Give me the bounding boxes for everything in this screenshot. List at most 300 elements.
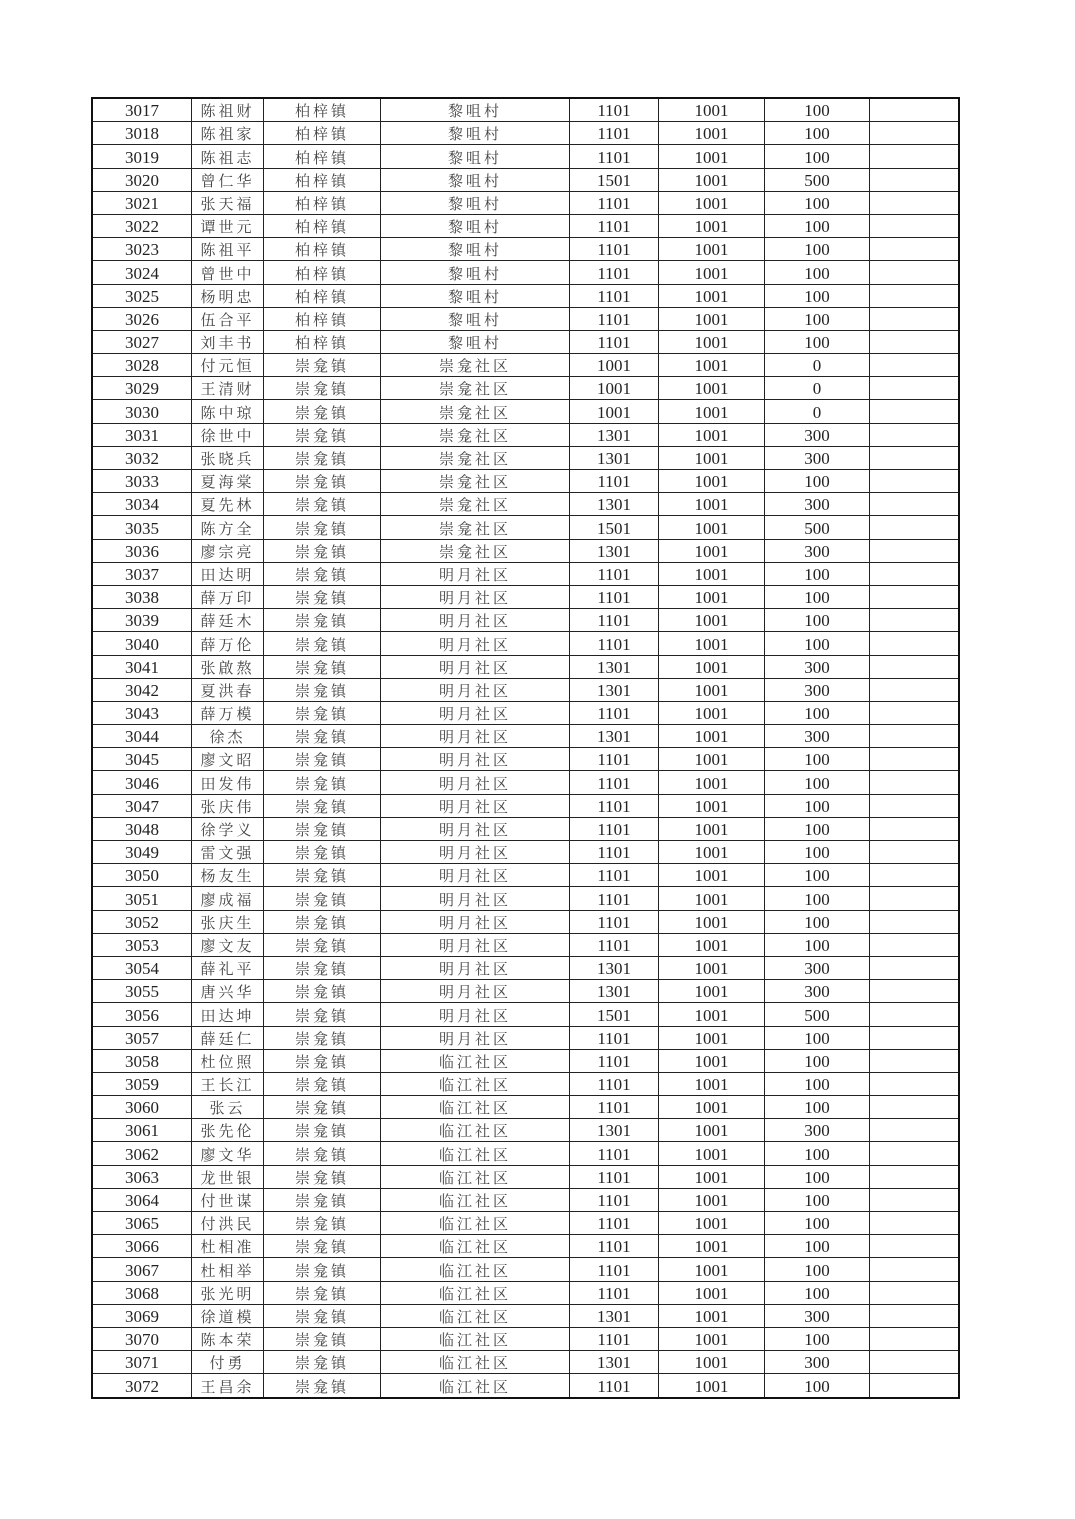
cell-amount: 0 <box>765 354 870 377</box>
table-row <box>92 701 959 724</box>
cell-name: 张云 <box>192 1096 264 1119</box>
cell-amount: 100 <box>765 214 870 237</box>
table-row <box>92 748 959 771</box>
cell-serial-number: 3038 <box>92 585 192 608</box>
cell-village: 崇龛社区 <box>381 354 570 377</box>
cell-code-2: 1001 <box>659 214 765 237</box>
cell-village: 临江社区 <box>381 1258 570 1281</box>
cell-serial-number: 3064 <box>92 1188 192 1211</box>
cell-name: 王长江 <box>192 1072 264 1095</box>
cell-town: 崇龛镇 <box>264 585 381 608</box>
cell-serial-number: 3059 <box>92 1072 192 1095</box>
cell-town: 崇龛镇 <box>264 1072 381 1095</box>
cell-name: 杨明忠 <box>192 284 264 307</box>
cell-name: 杜相准 <box>192 1235 264 1258</box>
cell-town: 柏梓镇 <box>264 261 381 284</box>
cell-name: 薛万印 <box>192 585 264 608</box>
cell-town: 柏梓镇 <box>264 191 381 214</box>
cell-village: 明月社区 <box>381 725 570 748</box>
cell-serial-number: 3042 <box>92 678 192 701</box>
cell-serial-number: 3017 <box>92 98 192 122</box>
cell-code-1: 1301 <box>570 493 659 516</box>
cell-serial-number: 3035 <box>92 516 192 539</box>
cell-village: 黎咀村 <box>381 330 570 353</box>
cell-name: 徐世中 <box>192 423 264 446</box>
cell-code-2: 1001 <box>659 1258 765 1281</box>
cell-serial-number: 3025 <box>92 284 192 307</box>
cell-name: 薛万模 <box>192 701 264 724</box>
cell-amount: 100 <box>765 701 870 724</box>
cell-name: 夏海棠 <box>192 470 264 493</box>
cell-town: 崇龛镇 <box>264 1188 381 1211</box>
cell-code-2: 1001 <box>659 122 765 145</box>
cell-town: 崇龛镇 <box>264 1026 381 1049</box>
cell-name: 付元恒 <box>192 354 264 377</box>
cell-serial-number: 3044 <box>92 725 192 748</box>
cell-code-1: 1101 <box>570 98 659 122</box>
cell-note <box>870 980 960 1003</box>
cell-serial-number: 3034 <box>92 493 192 516</box>
cell-name: 曾世中 <box>192 261 264 284</box>
table-row <box>92 1327 959 1350</box>
cell-amount: 100 <box>765 1026 870 1049</box>
cell-name: 廖成福 <box>192 887 264 910</box>
cell-name: 陈祖平 <box>192 238 264 261</box>
table-row <box>92 956 959 979</box>
cell-amount: 100 <box>765 632 870 655</box>
cell-village: 明月社区 <box>381 655 570 678</box>
cell-code-1: 1101 <box>570 191 659 214</box>
cell-code-1: 1101 <box>570 933 659 956</box>
table-row <box>92 1003 959 1026</box>
table-row <box>92 933 959 956</box>
cell-serial-number: 3054 <box>92 956 192 979</box>
cell-name: 杜相举 <box>192 1258 264 1281</box>
cell-note <box>870 238 960 261</box>
cell-serial-number: 3065 <box>92 1212 192 1235</box>
cell-name: 谭世元 <box>192 214 264 237</box>
cell-amount: 100 <box>765 562 870 585</box>
cell-amount: 300 <box>765 725 870 748</box>
cell-town: 崇龛镇 <box>264 1165 381 1188</box>
cell-amount: 300 <box>765 539 870 562</box>
cell-note <box>870 725 960 748</box>
cell-town: 柏梓镇 <box>264 284 381 307</box>
cell-town: 柏梓镇 <box>264 307 381 330</box>
cell-note <box>870 284 960 307</box>
cell-village: 明月社区 <box>381 956 570 979</box>
cell-note <box>870 910 960 933</box>
table-row <box>92 446 959 469</box>
table-row <box>92 307 959 330</box>
table-row <box>92 585 959 608</box>
cell-amount: 100 <box>765 1072 870 1095</box>
cell-town: 崇龛镇 <box>264 1374 381 1398</box>
cell-name: 夏先林 <box>192 493 264 516</box>
cell-serial-number: 3048 <box>92 817 192 840</box>
cell-serial-number: 3026 <box>92 307 192 330</box>
cell-code-2: 1001 <box>659 539 765 562</box>
table-row <box>92 1258 959 1281</box>
cell-code-1: 1101 <box>570 145 659 168</box>
cell-serial-number: 3023 <box>92 238 192 261</box>
cell-name: 唐兴华 <box>192 980 264 1003</box>
cell-code-2: 1001 <box>659 980 765 1003</box>
cell-name: 龙世银 <box>192 1165 264 1188</box>
cell-town: 崇龛镇 <box>264 400 381 423</box>
cell-name: 薛廷仁 <box>192 1026 264 1049</box>
cell-amount: 100 <box>765 1142 870 1165</box>
table-row <box>92 771 959 794</box>
cell-village: 明月社区 <box>381 841 570 864</box>
cell-serial-number: 3058 <box>92 1049 192 1072</box>
cell-village: 黎咀村 <box>381 145 570 168</box>
cell-note <box>870 1096 960 1119</box>
cell-town: 崇龛镇 <box>264 1327 381 1350</box>
cell-village: 明月社区 <box>381 632 570 655</box>
cell-town: 崇龛镇 <box>264 864 381 887</box>
cell-amount: 100 <box>765 191 870 214</box>
cell-serial-number: 3056 <box>92 1003 192 1026</box>
cell-note <box>870 145 960 168</box>
cell-serial-number: 3040 <box>92 632 192 655</box>
cell-village: 明月社区 <box>381 864 570 887</box>
cell-village: 临江社区 <box>381 1188 570 1211</box>
cell-serial-number: 3041 <box>92 655 192 678</box>
cell-note <box>870 1142 960 1165</box>
cell-code-1: 1101 <box>570 910 659 933</box>
cell-code-1: 1101 <box>570 701 659 724</box>
cell-name: 廖宗亮 <box>192 539 264 562</box>
cell-amount: 300 <box>765 980 870 1003</box>
cell-code-2: 1001 <box>659 1072 765 1095</box>
cell-town: 崇龛镇 <box>264 1096 381 1119</box>
table-row <box>92 1374 959 1398</box>
cell-note <box>870 423 960 446</box>
cell-code-1: 1101 <box>570 1026 659 1049</box>
cell-amount: 300 <box>765 1351 870 1374</box>
cell-serial-number: 3036 <box>92 539 192 562</box>
cell-code-2: 1001 <box>659 98 765 122</box>
table-row <box>92 423 959 446</box>
cell-note <box>870 1351 960 1374</box>
cell-serial-number: 3053 <box>92 933 192 956</box>
cell-village: 临江社区 <box>381 1304 570 1327</box>
cell-name: 张先伦 <box>192 1119 264 1142</box>
cell-serial-number: 3052 <box>92 910 192 933</box>
table-row <box>92 330 959 353</box>
cell-code-2: 1001 <box>659 933 765 956</box>
cell-amount: 100 <box>765 1235 870 1258</box>
cell-name: 伍合平 <box>192 307 264 330</box>
table-row <box>92 354 959 377</box>
cell-village: 黎咀村 <box>381 261 570 284</box>
cell-note <box>870 1235 960 1258</box>
cell-code-2: 1001 <box>659 655 765 678</box>
cell-town: 崇龛镇 <box>264 493 381 516</box>
cell-note <box>870 933 960 956</box>
cell-code-2: 1001 <box>659 910 765 933</box>
cell-town: 崇龛镇 <box>264 956 381 979</box>
table-row <box>92 539 959 562</box>
cell-town: 崇龛镇 <box>264 887 381 910</box>
cell-code-2: 1001 <box>659 191 765 214</box>
cell-village: 明月社区 <box>381 817 570 840</box>
cell-town: 崇龛镇 <box>264 748 381 771</box>
cell-name: 雷文强 <box>192 841 264 864</box>
cell-town: 崇龛镇 <box>264 632 381 655</box>
cell-code-1: 1101 <box>570 122 659 145</box>
cell-amount: 100 <box>765 1049 870 1072</box>
cell-amount: 100 <box>765 1327 870 1350</box>
cell-code-1: 1101 <box>570 1142 659 1165</box>
table-row <box>92 609 959 632</box>
cell-amount: 100 <box>765 817 870 840</box>
table-row <box>92 841 959 864</box>
cell-amount: 100 <box>765 98 870 122</box>
cell-code-1: 1101 <box>570 864 659 887</box>
cell-code-2: 1001 <box>659 1281 765 1304</box>
cell-town: 柏梓镇 <box>264 122 381 145</box>
cell-code-1: 1101 <box>570 817 659 840</box>
cell-village: 明月社区 <box>381 585 570 608</box>
cell-serial-number: 3051 <box>92 887 192 910</box>
cell-note <box>870 191 960 214</box>
cell-code-2: 1001 <box>659 1165 765 1188</box>
cell-name: 曾仁华 <box>192 168 264 191</box>
cell-note <box>870 1327 960 1350</box>
cell-code-2: 1001 <box>659 632 765 655</box>
cell-code-1: 1101 <box>570 1072 659 1095</box>
cell-serial-number: 3031 <box>92 423 192 446</box>
cell-code-2: 1001 <box>659 1049 765 1072</box>
cell-code-2: 1001 <box>659 168 765 191</box>
cell-code-1: 1301 <box>570 956 659 979</box>
cell-serial-number: 3032 <box>92 446 192 469</box>
cell-amount: 100 <box>765 1096 870 1119</box>
table-row <box>92 1304 959 1327</box>
table-row <box>92 817 959 840</box>
cell-village: 崇龛社区 <box>381 539 570 562</box>
cell-amount: 100 <box>765 145 870 168</box>
cell-town: 柏梓镇 <box>264 330 381 353</box>
cell-village: 明月社区 <box>381 980 570 1003</box>
cell-amount: 500 <box>765 168 870 191</box>
cell-town: 崇龛镇 <box>264 446 381 469</box>
cell-code-2: 1001 <box>659 446 765 469</box>
cell-note <box>870 1212 960 1235</box>
cell-name: 陈中琼 <box>192 400 264 423</box>
cell-code-2: 1001 <box>659 864 765 887</box>
table-row <box>92 562 959 585</box>
cell-code-2: 1001 <box>659 1003 765 1026</box>
cell-note <box>870 771 960 794</box>
table-body <box>92 98 959 1398</box>
cell-serial-number: 3033 <box>92 470 192 493</box>
cell-amount: 500 <box>765 516 870 539</box>
cell-note <box>870 516 960 539</box>
cell-serial-number: 3049 <box>92 841 192 864</box>
cell-town: 崇龛镇 <box>264 562 381 585</box>
cell-code-2: 1001 <box>659 261 765 284</box>
cell-code-2: 1001 <box>659 1235 765 1258</box>
table-row <box>92 98 959 122</box>
cell-code-2: 1001 <box>659 400 765 423</box>
cell-amount: 300 <box>765 655 870 678</box>
cell-name: 薛廷木 <box>192 609 264 632</box>
cell-town: 崇龛镇 <box>264 470 381 493</box>
cell-town: 崇龛镇 <box>264 539 381 562</box>
cell-amount: 100 <box>765 887 870 910</box>
cell-note <box>870 1374 960 1398</box>
cell-town: 崇龛镇 <box>264 1003 381 1026</box>
table-row <box>92 191 959 214</box>
cell-code-1: 1101 <box>570 1235 659 1258</box>
cell-code-1: 1101 <box>570 1327 659 1350</box>
cell-note <box>870 539 960 562</box>
table-row <box>92 864 959 887</box>
cell-serial-number: 3057 <box>92 1026 192 1049</box>
cell-code-1: 1101 <box>570 238 659 261</box>
table-row <box>92 1281 959 1304</box>
cell-code-2: 1001 <box>659 1327 765 1350</box>
cell-note <box>870 307 960 330</box>
cell-code-1: 1301 <box>570 539 659 562</box>
cell-amount: 100 <box>765 307 870 330</box>
cell-town: 柏梓镇 <box>264 145 381 168</box>
cell-code-1: 1101 <box>570 794 659 817</box>
cell-name: 陈祖志 <box>192 145 264 168</box>
cell-note <box>870 1072 960 1095</box>
cell-name: 杜位照 <box>192 1049 264 1072</box>
cell-code-2: 1001 <box>659 1304 765 1327</box>
cell-town: 崇龛镇 <box>264 516 381 539</box>
cell-amount: 500 <box>765 1003 870 1026</box>
cell-village: 明月社区 <box>381 771 570 794</box>
cell-town: 崇龛镇 <box>264 1212 381 1235</box>
cell-serial-number: 3030 <box>92 400 192 423</box>
cell-amount: 300 <box>765 956 870 979</box>
cell-serial-number: 3069 <box>92 1304 192 1327</box>
table-row <box>92 1235 959 1258</box>
cell-code-2: 1001 <box>659 1212 765 1235</box>
table-row <box>92 655 959 678</box>
cell-village: 黎咀村 <box>381 284 570 307</box>
cell-amount: 100 <box>765 261 870 284</box>
cell-name: 陈方全 <box>192 516 264 539</box>
table-row <box>92 168 959 191</box>
cell-town: 崇龛镇 <box>264 725 381 748</box>
cell-code-2: 1001 <box>659 1351 765 1374</box>
cell-village: 明月社区 <box>381 748 570 771</box>
cell-amount: 0 <box>765 377 870 400</box>
cell-code-2: 1001 <box>659 562 765 585</box>
cell-note <box>870 1304 960 1327</box>
cell-code-2: 1001 <box>659 1026 765 1049</box>
cell-note <box>870 446 960 469</box>
cell-code-2: 1001 <box>659 238 765 261</box>
cell-village: 明月社区 <box>381 562 570 585</box>
cell-town: 崇龛镇 <box>264 701 381 724</box>
cell-name: 陈祖家 <box>192 122 264 145</box>
cell-code-1: 1101 <box>570 632 659 655</box>
cell-code-2: 1001 <box>659 956 765 979</box>
cell-serial-number: 3024 <box>92 261 192 284</box>
cell-village: 黎咀村 <box>381 214 570 237</box>
cell-town: 崇龛镇 <box>264 609 381 632</box>
cell-village: 明月社区 <box>381 794 570 817</box>
cell-village: 明月社区 <box>381 933 570 956</box>
table-row <box>92 1351 959 1374</box>
cell-village: 黎咀村 <box>381 98 570 122</box>
cell-serial-number: 3045 <box>92 748 192 771</box>
cell-village: 崇龛社区 <box>381 446 570 469</box>
cell-code-1: 1001 <box>570 400 659 423</box>
cell-code-2: 1001 <box>659 841 765 864</box>
cell-note <box>870 678 960 701</box>
cell-code-1: 1101 <box>570 307 659 330</box>
cell-town: 崇龛镇 <box>264 1258 381 1281</box>
cell-serial-number: 3018 <box>92 122 192 145</box>
cell-town: 崇龛镇 <box>264 423 381 446</box>
cell-amount: 100 <box>765 771 870 794</box>
cell-town: 崇龛镇 <box>264 933 381 956</box>
cell-amount: 300 <box>765 1119 870 1142</box>
cell-code-1: 1501 <box>570 1003 659 1026</box>
cell-code-1: 1301 <box>570 980 659 1003</box>
cell-amount: 100 <box>765 470 870 493</box>
cell-name: 徐道模 <box>192 1304 264 1327</box>
cell-town: 柏梓镇 <box>264 168 381 191</box>
cell-code-2: 1001 <box>659 794 765 817</box>
cell-code-1: 1301 <box>570 423 659 446</box>
cell-town: 柏梓镇 <box>264 214 381 237</box>
cell-amount: 100 <box>765 1165 870 1188</box>
table-row <box>92 1212 959 1235</box>
cell-amount: 100 <box>765 122 870 145</box>
cell-village: 临江社区 <box>381 1049 570 1072</box>
table-row <box>92 1142 959 1165</box>
cell-code-1: 1001 <box>570 354 659 377</box>
cell-serial-number: 3066 <box>92 1235 192 1258</box>
table-row <box>92 377 959 400</box>
cell-town: 崇龛镇 <box>264 980 381 1003</box>
table-row <box>92 214 959 237</box>
cell-note <box>870 748 960 771</box>
table-row <box>92 1165 959 1188</box>
cell-serial-number: 3068 <box>92 1281 192 1304</box>
cell-note <box>870 1003 960 1026</box>
cell-town: 崇龛镇 <box>264 794 381 817</box>
cell-code-2: 1001 <box>659 470 765 493</box>
cell-code-1: 1101 <box>570 1281 659 1304</box>
table-row <box>92 516 959 539</box>
table-row <box>92 470 959 493</box>
cell-code-1: 1101 <box>570 887 659 910</box>
cell-village: 崇龛社区 <box>381 377 570 400</box>
data-table <box>91 97 960 1399</box>
cell-code-2: 1001 <box>659 1142 765 1165</box>
cell-serial-number: 3020 <box>92 168 192 191</box>
cell-village: 明月社区 <box>381 701 570 724</box>
cell-note <box>870 98 960 122</box>
cell-village: 黎咀村 <box>381 307 570 330</box>
cell-note <box>870 1119 960 1142</box>
cell-amount: 300 <box>765 493 870 516</box>
cell-name: 徐学义 <box>192 817 264 840</box>
table-row <box>92 910 959 933</box>
cell-amount: 100 <box>765 933 870 956</box>
